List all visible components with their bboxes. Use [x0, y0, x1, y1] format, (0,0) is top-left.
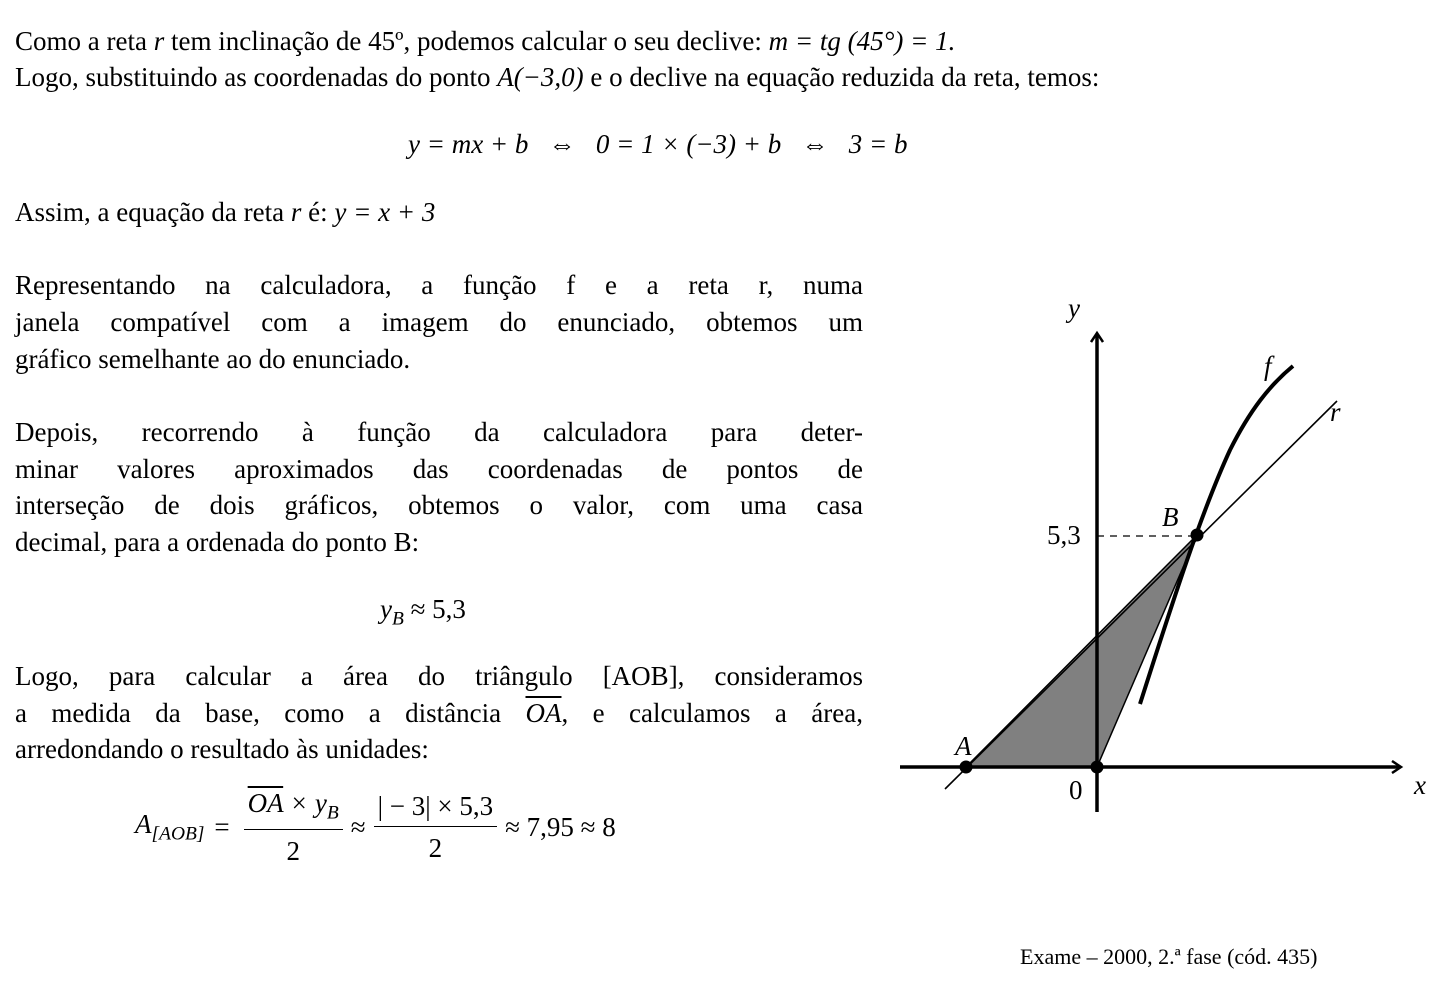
source-footer: Exame – 2000, 2.ª fase (cód. 435): [1020, 944, 1318, 969]
text: e o declive na equação reduzida da reta, temos:: [583, 62, 1100, 92]
y-tick-label: 5,3: [1047, 520, 1081, 550]
sub-B: B: [391, 608, 404, 630]
text: Assim, a equação da reta: [15, 197, 291, 227]
text: , e calculamos a área,: [561, 698, 863, 728]
point-A: A(−3,0): [497, 62, 584, 92]
fraction-2-denominator: 2: [428, 832, 443, 863]
intersection-paragraph-line-2: minar valores aproximados das coordenadas de pontos de: [15, 454, 863, 484]
fraction-2-numerator: | − 3| × 5,3: [374, 793, 498, 827]
curve-f: [1140, 366, 1293, 704]
line-r: [945, 401, 1337, 789]
triangle-AOB: [966, 535, 1197, 767]
area-symbol: A: [135, 809, 152, 839]
value: ≈ 5,3: [403, 594, 466, 624]
origin-label: 0: [1069, 775, 1083, 805]
text: a medida da base, como a distância: [15, 698, 526, 728]
text: é:: [301, 197, 335, 227]
area-subscript: [AOB]: [151, 823, 205, 845]
intersection-paragraph-line-1: Depois, recorrendo à função da calculadora para deter-: [15, 417, 863, 447]
calculator-paragraph-line-1: Representando na calculadora, a função f e a reta r, numa: [15, 270, 863, 300]
calculator-paragraph-line-3: gráfico semelhante ao do enunciado.: [15, 344, 411, 374]
x-axis-label: x: [1414, 770, 1426, 800]
text: tem inclinação de 45º, podemos calcular o seu declive:: [164, 26, 769, 56]
approx-sign: ≈: [350, 811, 366, 842]
calculator-paragraph-line-2: janela compatível com a imagem do enunciado, obtemos um: [15, 307, 863, 337]
sub-B: B: [326, 802, 339, 824]
var-r: r: [290, 197, 302, 227]
text: Logo, substituindo as coordenadas do ponto: [15, 62, 498, 92]
segment-OA: $\overline{OA}$: [525, 698, 562, 728]
intersection-paragraph-line-3: interseção de dois gráficos, obtemos o valor, com uma casa: [15, 490, 863, 520]
point-B-label: B: [1162, 502, 1179, 532]
area-paragraph-line-3: arredondando o resultado às unidades:: [15, 734, 429, 764]
point-A: [960, 761, 973, 774]
point-A-label: A: [955, 731, 972, 761]
fraction-1-denominator: 2: [286, 835, 300, 866]
area-paragraph-line-1: Logo, para calcular a área do triângulo [AOB], consideramos: [15, 661, 863, 691]
equals-sign: =: [214, 811, 230, 842]
intersection-paragraph-line-4: decimal, para a ordenada do ponto B:: [15, 527, 420, 557]
var-r: r: [153, 26, 165, 56]
f-label: f: [1264, 351, 1272, 381]
area-result: ≈ 7,95 ≈ 8: [505, 811, 616, 842]
segment-OA: $\overline{OA}$: [247, 788, 284, 818]
text: Como a reta: [15, 26, 154, 56]
times-y: × y: [283, 788, 327, 818]
line-equation: y = x + 3: [334, 197, 436, 227]
var-y: y: [380, 594, 392, 624]
point-O: [1091, 761, 1104, 774]
r-label: r: [1330, 397, 1341, 427]
y-axis-label: y: [1068, 293, 1080, 323]
slope-formula: m = tg (45°) = 1.: [768, 26, 956, 56]
point-B: [1191, 529, 1204, 542]
equation-line-b: y = mx + b ⇔ 0 = 1 × (−3) + b ⇔ 3 = b: [408, 129, 908, 159]
